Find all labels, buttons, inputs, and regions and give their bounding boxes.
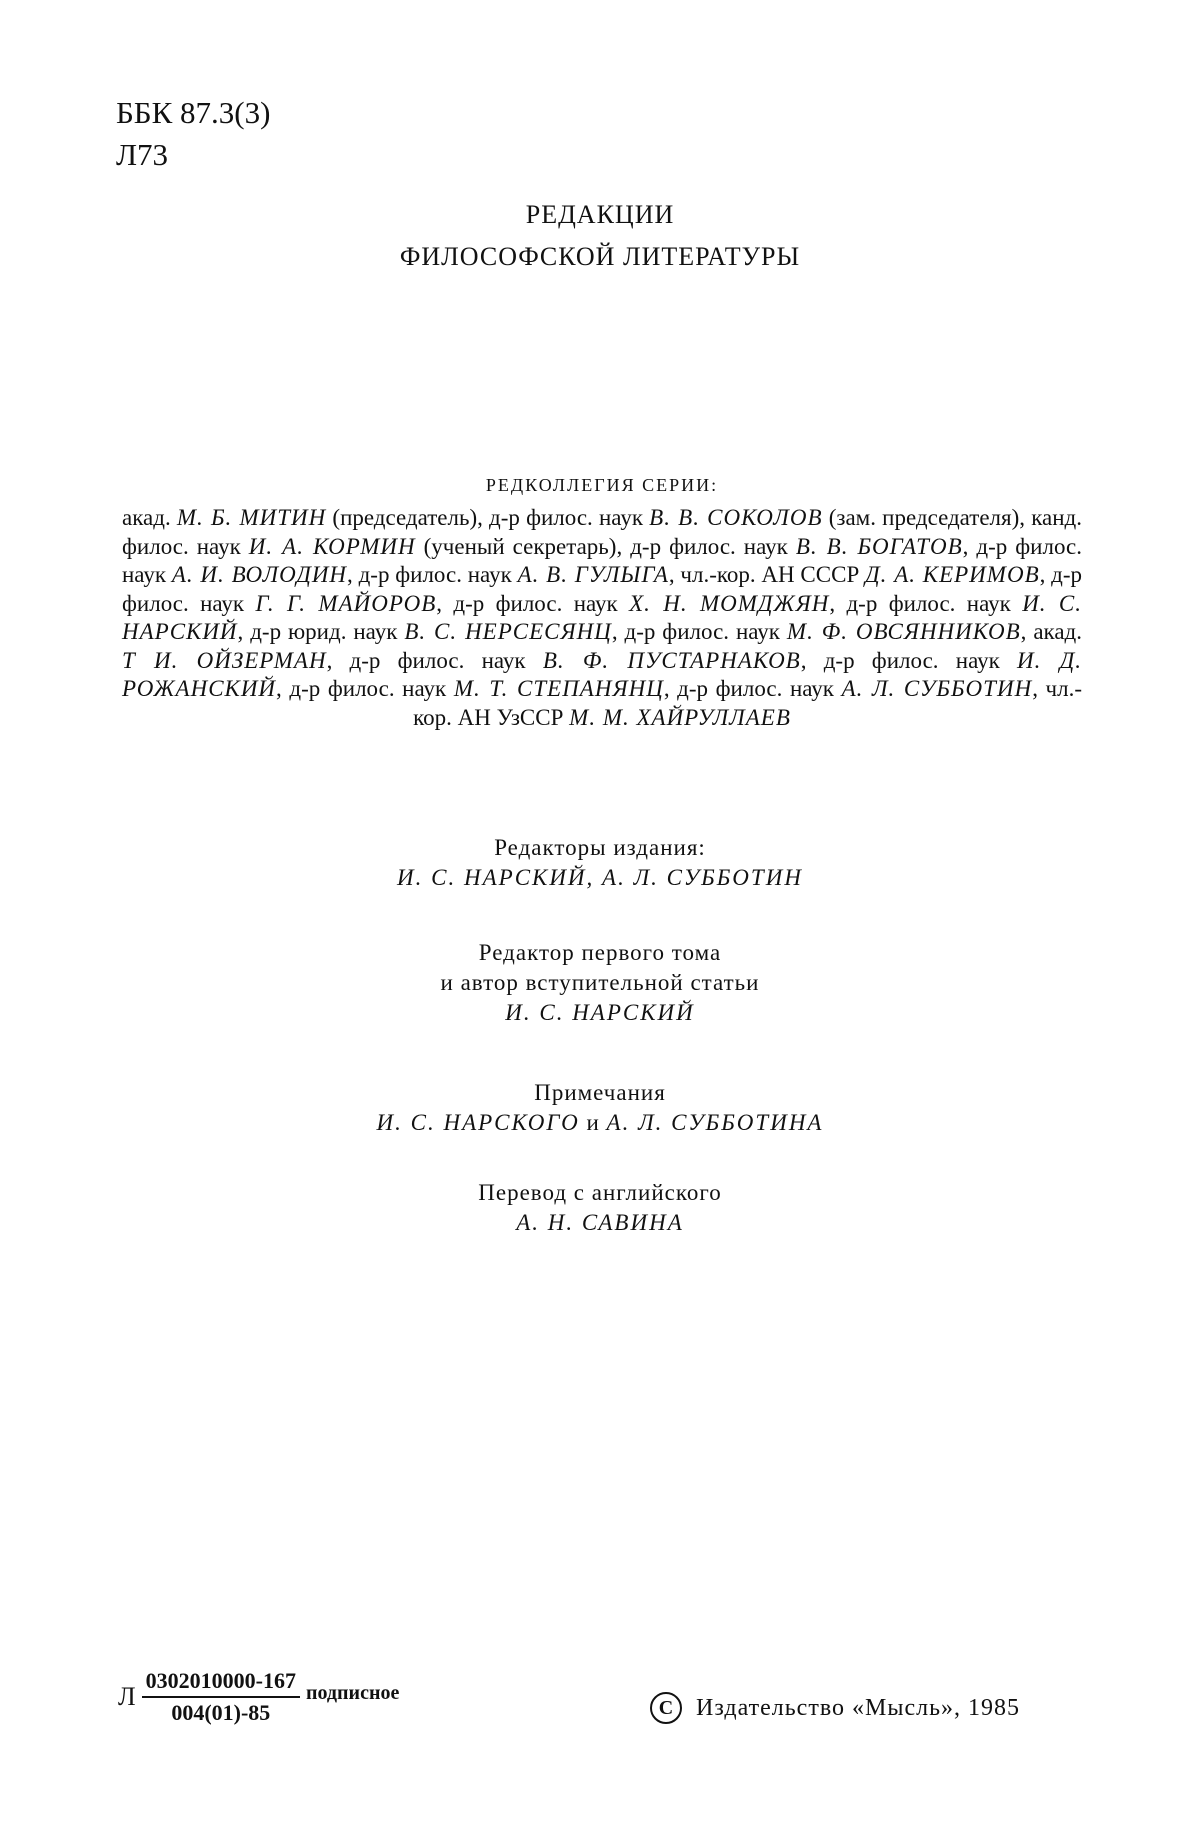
board-member-title: (председатель), д-р филос. наук	[326, 505, 650, 530]
first-volume-editor-name: И. С. НАРСКИЙ	[505, 1000, 695, 1025]
first-volume-editor-line1: Редактор первого тома	[478, 940, 722, 965]
board-member-title: , д-р филос. наук	[800, 647, 1018, 673]
board-member-title: , д-р юрид. наук	[237, 619, 405, 644]
board-member-name: М. Б. МИТИН	[176, 505, 327, 530]
board-member-name: В. С. НЕРСЕСЯНЦ	[404, 619, 612, 644]
copyright-text: Издательство «Мысль», 1985	[696, 1694, 1021, 1721]
board-member-name: В. В. СОКОЛОВ	[649, 505, 823, 530]
board-member-title: , д-р филос. наук	[326, 647, 543, 673]
translation-credit	[0, 1178, 1200, 1238]
board-member-name: В. Ф. ПУСТАРНАКОВ	[542, 647, 801, 673]
bbk-block	[116, 92, 270, 176]
publisher-heading	[0, 194, 1200, 278]
author-mark: Л73	[116, 137, 169, 172]
board-member-name: Д. А. КЕРИМОВ	[865, 562, 1040, 587]
publisher-heading-line1: РЕДАКЦИИ	[525, 200, 675, 229]
catalog-code-fraction	[142, 1668, 300, 1726]
board-member-title: , д-р филос. наук	[122, 562, 1083, 616]
board-member-title: , д-р филос. наук	[347, 562, 518, 587]
translation-label: Перевод с английского	[478, 1180, 722, 1205]
board-member-title: , д-р филос. наук	[122, 533, 1082, 587]
first-volume-editor	[0, 938, 1200, 1028]
notes-credit	[0, 1078, 1200, 1138]
board-member-name: И. Д. РОЖАНСКИЙ	[122, 647, 1082, 701]
board-member-name: М. Ф. ОВСЯННИКОВ	[786, 619, 1021, 644]
notes-label: Примечания	[534, 1080, 666, 1105]
board-member-title: , акад.	[1020, 619, 1083, 644]
board-member-name: М. Т. СТЕПАНЯНЦ	[453, 676, 664, 701]
catalog-code	[118, 1668, 399, 1726]
board-member-name: И. А. КОРМИН	[248, 533, 416, 559]
copyright-line	[650, 1692, 1020, 1724]
translator-name: А. Н. САВИНА	[516, 1210, 684, 1235]
editorial-board	[122, 470, 1082, 732]
board-member-name: И. С. НАРСКИЙ	[122, 590, 1083, 644]
board-member-title: (ученый секретарь), д-р филос. наук	[415, 533, 796, 559]
catalog-code-letter: Л	[118, 1682, 136, 1711]
publisher-heading-line2: ФИЛОСОФСКОЙ ЛИТЕРАТУРЫ	[399, 242, 801, 271]
board-member-name: Г. Г. МАЙОРОВ	[255, 590, 437, 616]
board-member-title: , д-р филос. наук	[276, 676, 454, 701]
notes-author-b: А. Л. СУББОТИНА	[606, 1110, 824, 1135]
editorial-board-members	[122, 504, 1082, 732]
volume-editors-label: Редакторы издания:	[494, 835, 706, 860]
board-member-title: , д-р филос. наук	[829, 590, 1023, 616]
catalog-code-numerator: 0302010000-167	[142, 1668, 300, 1698]
board-member-name: В. В. БОГАТОВ	[795, 533, 963, 559]
board-member-name: Х. Н. МОМДЖЯН	[629, 590, 830, 616]
board-member-name: М. М. ХАЙРУЛЛАЕВ	[569, 704, 791, 730]
board-member-name: А. В. ГУЛЫГА	[517, 562, 669, 587]
board-member-title: акад.	[122, 505, 177, 530]
board-member-name: А. И. ВОЛОДИН	[171, 562, 348, 587]
first-volume-editor-line2: и автор вступительной статьи	[440, 970, 760, 995]
catalog-code-denominator: 004(01)-85	[171, 1700, 271, 1725]
notes-author-a: И. С. НАРСКОГО	[376, 1110, 580, 1135]
editorial-board-title: РЕДКОЛЛЕГИЯ СЕРИИ:	[485, 475, 719, 495]
volume-editors	[0, 833, 1200, 893]
board-member-name: А. Л. СУББОТИН	[841, 676, 1033, 701]
board-member-title: , чл.-кор. АН УзССР	[413, 676, 1082, 730]
board-member-title: , чл.-кор. АН СССР	[668, 562, 866, 587]
copyright-icon: С	[650, 1692, 682, 1724]
bbk-code: ББК 87.3(3)	[116, 95, 271, 130]
notes-conjunction: и	[579, 1110, 607, 1135]
board-member-title: , д-р филос. наук	[611, 619, 787, 644]
board-member-name: Т И. ОЙЗЕРМАН	[122, 647, 327, 673]
board-member-title: (зам. председателя), канд. филос. наук	[122, 505, 1082, 559]
board-member-title: , д-р филос. наук	[663, 676, 842, 701]
volume-editors-names: И. С. НАРСКИЙ, А. Л. СУББОТИН	[397, 865, 803, 890]
subscription-label: подписное	[305, 1681, 400, 1704]
board-member-title: , д-р филос. наук	[436, 590, 630, 616]
